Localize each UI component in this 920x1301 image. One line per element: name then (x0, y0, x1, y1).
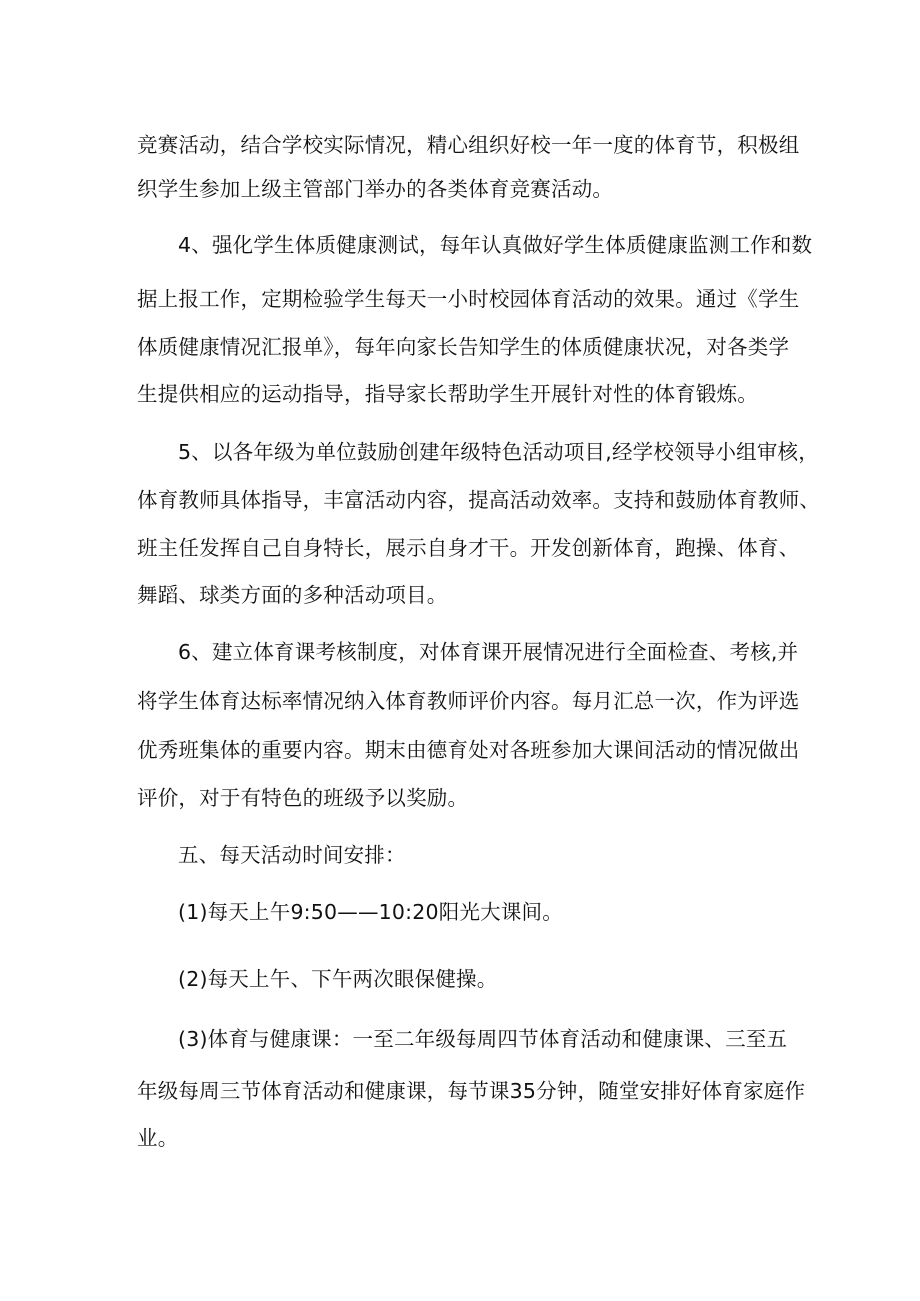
text-line-13: 优秀班集体的重要内容。期末由德育处对各班参加大课间活动的情况做出 (137, 738, 800, 762)
text-line-2: 织学生参加上级主管部门举办的各类体育竞赛活动。 (137, 177, 614, 201)
text-line-19: 年级每周三节体育活动和健康课，每节课35分钟，随堂安排好体育家庭作 (137, 1079, 806, 1103)
text-line-5: 体质健康情况汇报单》，每年向家长告知学生的体质健康状况，对各类学 (137, 335, 790, 359)
text-line-9: 班主任发挥自己自身特长，展示自身才干。开发创新体育，跑操、体育、 (137, 536, 800, 560)
text-line-1: 竞赛活动，结合学校实际情况，精心组织好校一年一度的体育节，积极组 (137, 133, 800, 157)
text-line-6: 生提供相应的运动指导，指导家长帮助学生开展针对性的体育锻炼。 (137, 382, 758, 406)
text-line-12: 将学生体育达标率情况纳入体育教师评价内容。每月汇总一次，作为评选 (137, 689, 800, 713)
section-heading: 五、每天活动时间安排： (178, 843, 406, 867)
text-line-3: 4、强化学生体质健康测试，每年认真做好学生体质健康监测工作和数 (178, 233, 813, 257)
text-line-18: (3)体育与健康课：一至二年级每周四节体育活动和健康课、三至五 (178, 1027, 788, 1051)
text-line-7: 5、以各年级为单位鼓励创建年级特色活动项目,经学校领导小组审核， (178, 440, 819, 464)
text-line-20: 业。 (137, 1126, 179, 1150)
text-line-10: 舞蹈、球类方面的多种活动项目。 (137, 583, 448, 607)
text-line-8: 体育教师具体指导，丰富活动内容，提高活动效率。支持和鼓励体育教师、 (137, 488, 821, 512)
text-line-4: 据上报工作，定期检验学生每天一小时校园体育活动的效果。通过《学生 (137, 287, 800, 311)
text-line-11: 6、建立体育课考核制度，对体育课开展情况进行全面检查、考核,并 (178, 640, 799, 664)
text-line-17: (2)每天上午、下午两次眼保健操。 (178, 967, 498, 991)
text-line-16: (1)每天上午9:50——10:20阳光大课间。 (178, 900, 563, 924)
text-line-14: 评价，对于有特色的班级予以奖励。 (137, 786, 469, 810)
